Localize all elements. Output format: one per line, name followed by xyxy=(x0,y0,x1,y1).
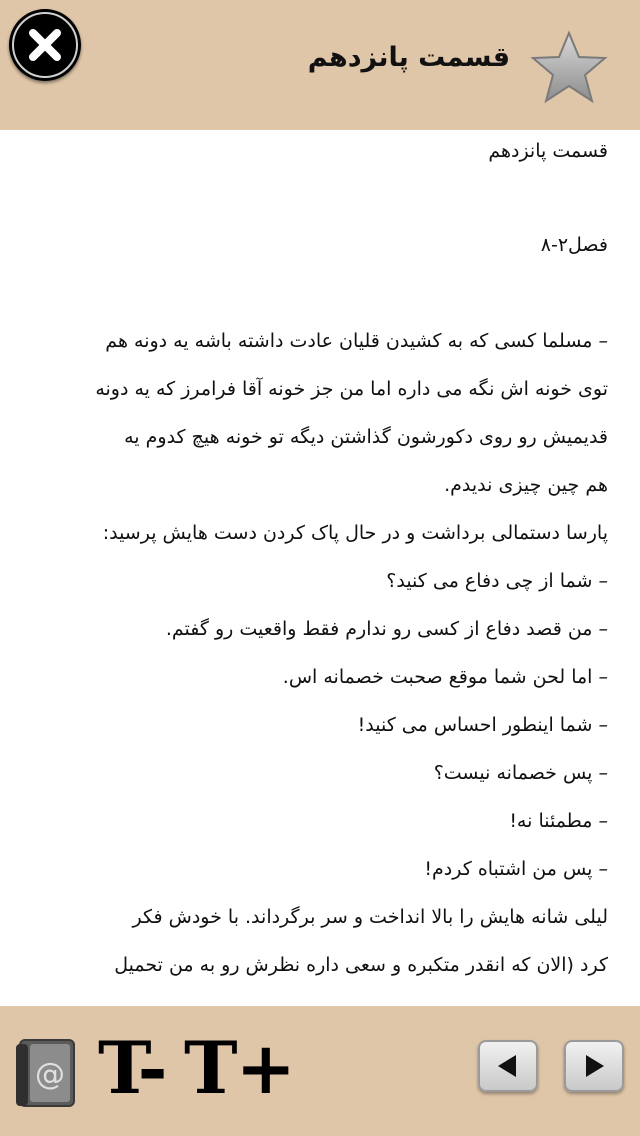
close-button[interactable] xyxy=(9,9,81,81)
favorite-button[interactable] xyxy=(530,30,608,104)
text-line: – شما اینطور احساس می کنید! xyxy=(357,714,608,736)
footer-toolbar xyxy=(0,1006,640,1136)
text-line: لیلی شانه هایش را بالا انداخت و سر برگرداند. با خودش فکر xyxy=(132,906,608,928)
text-line: توی خونه اش نگه می داره اما من جز خونه آقا فرامرز که یه دونه xyxy=(95,378,608,400)
text-line: قسمت پانزدهم xyxy=(488,140,608,162)
address-book-button[interactable] xyxy=(14,1038,78,1110)
text-line: فصل۲-۸ xyxy=(540,234,608,256)
address-book-icon xyxy=(14,1038,78,1110)
text-line: هم چین چیزی ندیدم. xyxy=(444,474,608,496)
text-line: – پس خصمانه نیست؟ xyxy=(433,762,608,784)
text-line: – مسلما کسی که به کشیدن قلیان عادت داشته باشه یه دونه هم xyxy=(105,330,608,352)
previous-page-button[interactable] xyxy=(478,1040,538,1092)
next-arrow-icon xyxy=(580,1052,608,1080)
text-line: – من قصد دفاع از کسی رو ندارم فقط واقعیت رو گفتم. xyxy=(165,618,608,640)
close-icon xyxy=(12,12,78,78)
next-page-button[interactable] xyxy=(564,1040,624,1092)
text-line: قدیمیش رو روی دکورشون گذاشتن دیگه تو خونه هیچ کدوم یه xyxy=(124,426,608,448)
increase-font-button[interactable]: T+ xyxy=(184,1025,294,1110)
page-title: قسمت پانزدهم xyxy=(307,42,510,73)
svg-text:@: @ xyxy=(35,1057,65,1092)
star-icon xyxy=(530,30,608,104)
text-line: – پس من اشتباه کردم! xyxy=(424,858,608,880)
text-line: – مطمئنا نه! xyxy=(509,810,608,832)
text-line: پارسا دستمالی برداشت و در حال پاک کردن دست هایش پرسید: xyxy=(102,522,608,544)
reading-area[interactable] xyxy=(0,130,640,1006)
text-line: کرد (الان که انقدر متکبره و سعی داره نظرش رو به من تحمیل xyxy=(114,954,608,976)
text-line: – شما از چی دفاع می کنید؟ xyxy=(386,570,608,592)
text-line: – اما لحن شما موقع صحبت خصمانه اس. xyxy=(282,666,608,688)
decrease-font-button[interactable]: T- xyxy=(98,1025,166,1110)
prev-arrow-icon xyxy=(494,1052,522,1080)
